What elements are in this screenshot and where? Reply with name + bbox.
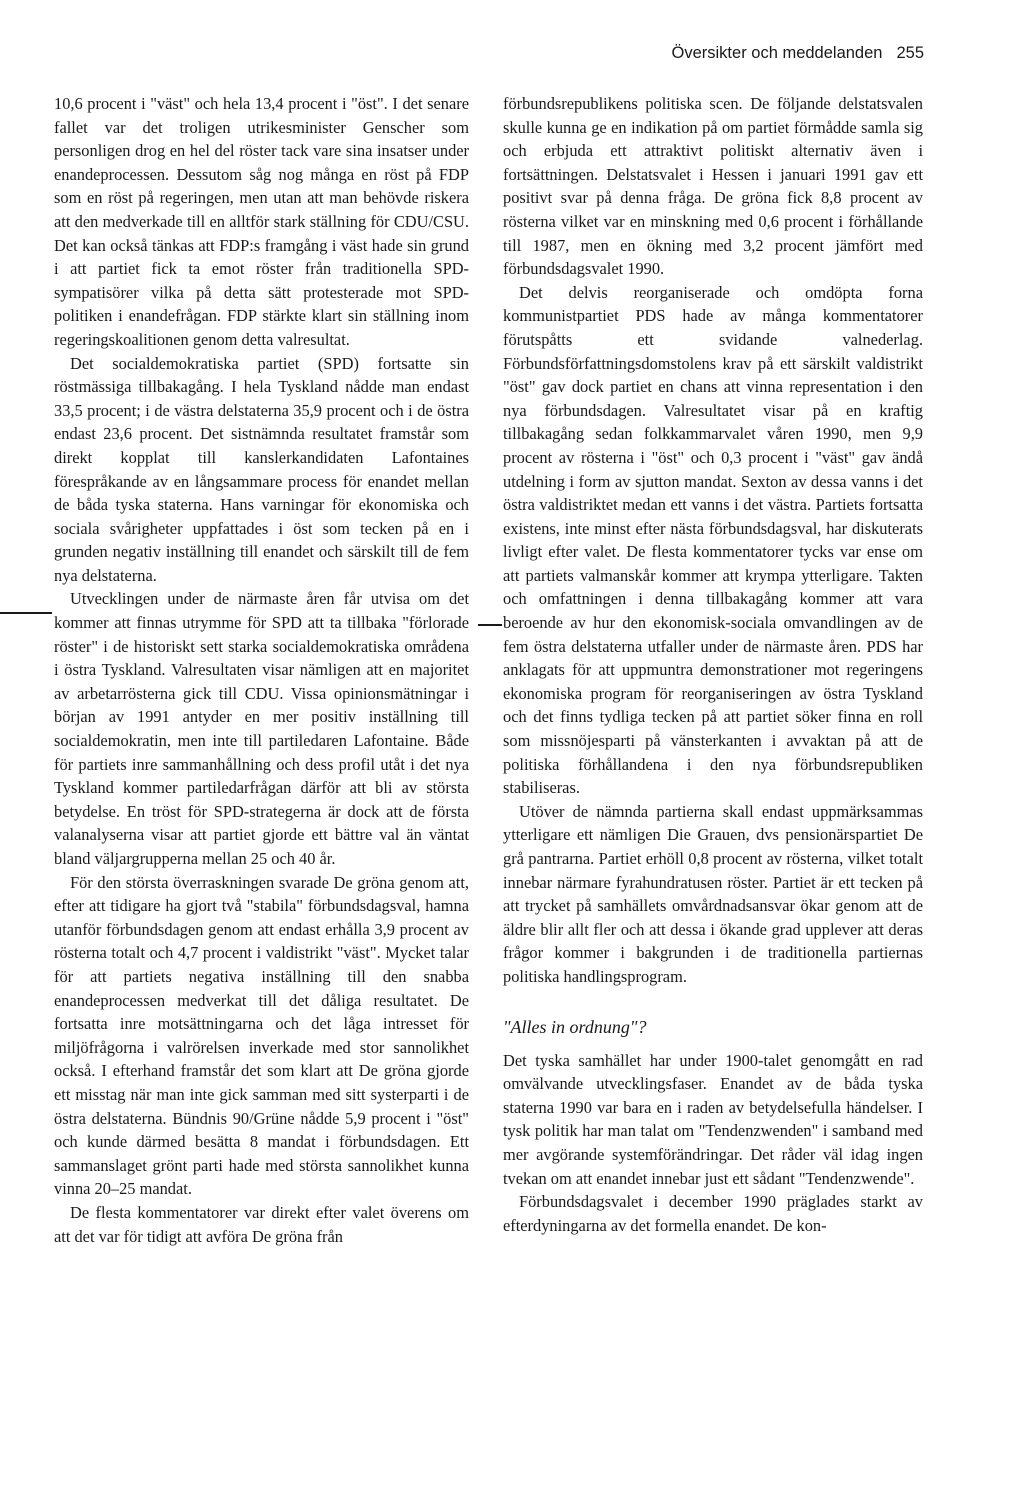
margin-mark bbox=[478, 624, 502, 626]
paragraph: Det delvis reorganiserade och omdöpta forna kommunistpartiet PDS hade av många kommentatorer förutspåtts ett svidande valnederlag. Förbundsförfattningsdomstolens krav på ett särskilt valdistrikt "öst" gav dock partiet en chans att vinna representation i den nya förbundsdagen. Valresultatet visar på en kraftig tillbakagång sedan folkkammarvalet våren 1990, men 9,9 procent av rösterna i "öst" och 0,3 procent i "väst" gav ändå utdelning i form av sjutton mandat. Sexton av dessa vanns i det östra valdistriktet medan ett vanns i det västra. Partiets fortsatta existens, inte minst efter nästa förbundsdagsval, har diskuterats livligt efter valet. De flesta kommentatorer tycks var ense om att partiets valmanskår kommer att krympa ytterligare. Takten och omfattningen i denna tillbakagång kommer att vara beroende av hur den ekonomisk-sociala omvandlingen av de fem östra delstaterna utfaller under de närmaste åren. PDS har anklagats för att uppmuntra demonstrationer mot regeringens ekonomiska program för reorganiseringen av östra Tyskland och det finns tydliga tecken på att partiet söker finna en roll som missnöjesparti på vänsterkanten i avvaktan på att de politiska förhållandena i den nya förbundsrepubliken stabiliseras. bbox=[503, 282, 923, 798]
section-heading: "Alles in ordnung"? bbox=[503, 1016, 647, 1037]
paragraph: Förbundsdagsvalet i december 1990 präglades starkt av efterdyningarna av det formella enandet. De kon- bbox=[503, 1192, 923, 1235]
margin-mark bbox=[0, 612, 52, 614]
paragraph: Det socialdemokratiska partiet (SPD) fortsatte sin röstmässiga tillbakagång. I hela Tyskland nådde man endast 33,5 procent; i de västra delstaterna 35,9 procent och i de östra endast 23,6 procent. Det sistnämnda resultatet framstår som direkt kopplat till kanslerkandidaten Lafontaines förespråkande av en långsammare process för enandet mellan de båda tyska staterna. Hans varningar för ekonomiska och sociala svårigheter uppfattades i öst som tecken på en i grunden negativ inställning till enandet och särskilt till de fem nya delstaterna. bbox=[54, 353, 469, 585]
paragraph: 10,6 procent i "väst" och hela 13,4 procent i "öst". I det senare fallet var det troligen utrikesminister Genscher som personligen drog en hel del röster tack vare sina insatser under enandeprocessen. Dessutom såg nog många en röst på FDP som en röst på regeringen, men utan att man behövde riskera att den medverkade till en alltför stark ställning för CDU/CSU. Det kan också tänkas att FDP:s framgång i väst hade sin grund i att partiet fick ta emot röster från traditionella SPD-sympatisörer vilka på detta sätt protesterade mot SPD-politiken i enandefrågan. FDP stärkte klart sin ställning inom regeringskoalitionen genom detta valresultat. bbox=[54, 94, 469, 349]
paragraph: Det tyska samhället har under 1900-talet genomgått en rad omvälvande utvecklingsfaser. Enandet av de båda tyska staterna 1990 var bara en i raden av betydelsefulla händelser. I tysk politik har man talat om "Tendenzwenden" i samband med mer avgörande systemförändringar. Det råder väl idag ingen tvekan om att enandet innebar just ett sådant "Tendenzwende". bbox=[503, 1050, 923, 1188]
right-column bbox=[503, 92, 923, 1237]
paragraph: De flesta kommentatorer var direkt efter valet överens om att det var för tidigt att avföra De gröna från bbox=[54, 1202, 469, 1246]
section-title: Översikter och meddelanden bbox=[671, 44, 883, 62]
page-header bbox=[648, 44, 924, 63]
paragraph: förbundsrepublikens politiska scen. De följande delstatsvalen skulle kunna ge en indikation på om partiet förmådde samla sig och erbjuda ett attraktivt politiskt alternativ även i fortsättningen. Delstatsvalet i Hessen i januari 1991 gav ett positivt svar på denna fråga. De gröna fick 8,8 procent av rösterna vilket var en minskning med 0,6 procent i förhållande till 1987, men en ökning med 3,2 procent jämfört med förbundsdagsvalet 1990. bbox=[503, 94, 923, 279]
page-number: 255 bbox=[896, 44, 924, 62]
paragraph: Utvecklingen under de närmaste åren får utvisa om det kommer att finnas utrymme för SPD att ta tillbaka "förlorade röster" i de historiskt sett starka socialdemokratiska områdena i östra Tyskland. Valresultaten visar nämligen att en majoritet av arbetarrösterna gick till CDU. Vissa opinionsmätningar i början av 1991 antyder en mer positiv inställning till socialdemokratin, men inte till partiledaren Lafontaine. Både för partiets inre sammanhållning och dess profil utåt i det nya Tyskland kommer partiledarfrågan därför att bli av största betydelse. En tröst för SPD-strategerna är dock att de första valanalyserna visar att partiet gjorde ett bättre val än väntat bland väljargrupperna mellan 25 och 40 år. bbox=[54, 589, 469, 868]
paragraph: Utöver de nämnda partierna skall endast uppmärksammas ytterligare ett nämligen Die Grauen, dvs pensionärspartiet De grå pantrarna. Partiet erhöll 0,8 procent av rösterna, vilket totalt innebar närmare fyrahundratusen röster. Partiet är ett tecken på att trycket på samhällets omvårdnadsansvar ökar genom att de äldre blir allt fler och att dessa i ökande grad upplever att deras frågor kommer i bakgrunden i de traditionella partiernas politiska handlingsprogram. bbox=[503, 801, 923, 986]
paragraph: För den största överraskningen svarade De gröna genom att, efter att tidigare ha gjort två "stabila" förbundsdagsval, hamna utanför förbundsdagen genom att endast erhålla 3,9 procent av rösterna totalt och 4,7 procent i valdistrikt "väst". Mycket talar för att partiets negativa inställning till den snabba enandeprocessen medverkat till det dåliga resultatet. De fortsatta inre motsättningarna och det låga intresset för miljöfrågorna i valrörelsen inverkade med stor sannolikhet också. I efterhand framstår det som klart att De gröna gjorde ett misstag när man inte gick samman med sitt systerparti i de östra delstaterna. Bündnis 90/Grüne nådde 5,9 procent i "öst" och kunde därmed besätta 8 mandat i förbundsdagen. Ett sammanslaget grönt parti hade med största sannolikhet kunna vinna 20–25 mandat. bbox=[54, 872, 469, 1199]
left-column bbox=[54, 92, 469, 1248]
